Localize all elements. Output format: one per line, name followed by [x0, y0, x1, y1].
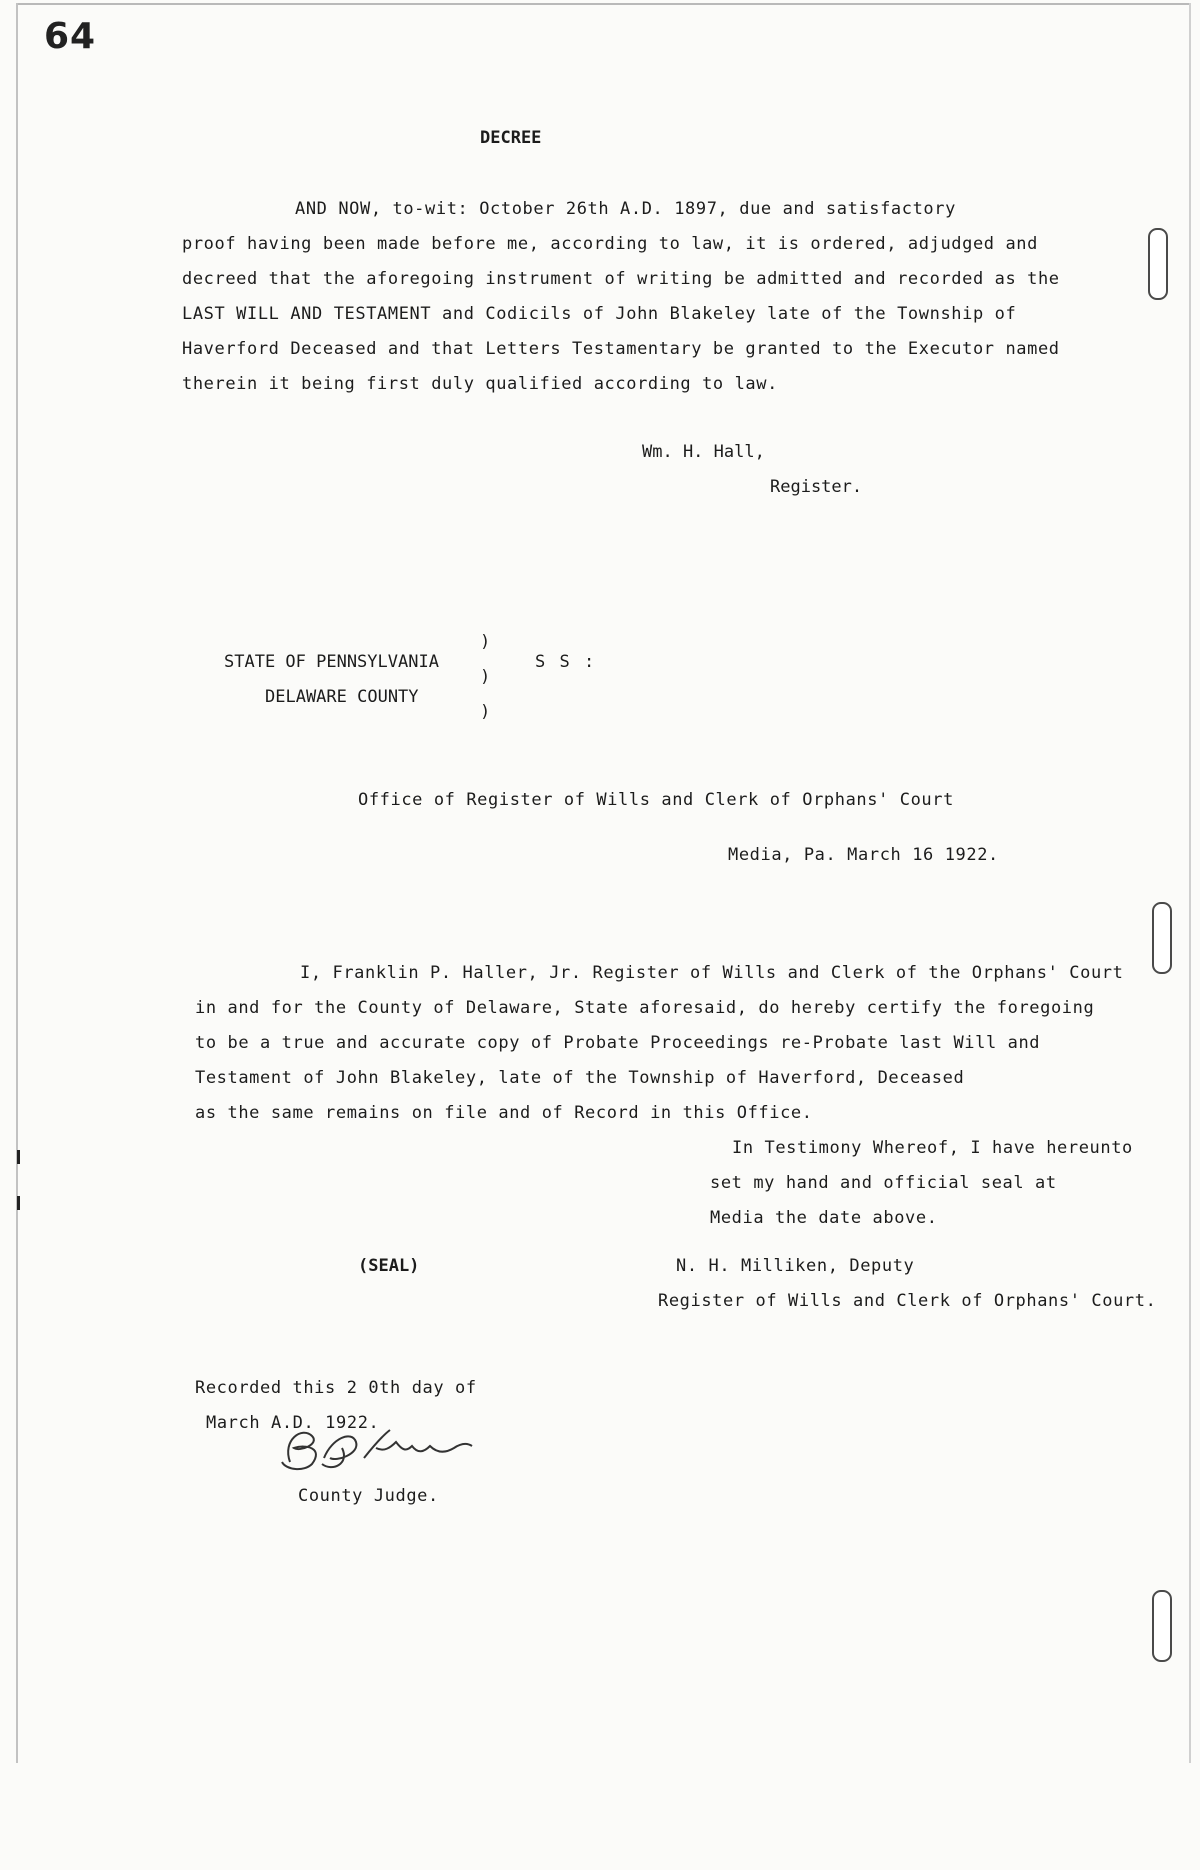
certificate-line-3: to be a true and accurate copy of Probate Proceedings re-Probate last Will and: [195, 1033, 1041, 1053]
seal-label: (SEAL): [358, 1256, 420, 1276]
binder-ring-icon: [1152, 1590, 1172, 1662]
certificate-line-5: as the same remains on file and of Record in this Office.: [195, 1103, 813, 1123]
judge-title: County Judge.: [298, 1486, 439, 1506]
decree-line-2: proof having been made before me, according to law, it is ordered, adjudged and: [182, 234, 1038, 254]
venue-bracket: ): [480, 667, 491, 687]
certificate-line-1: I, Franklin P. Haller, Jr. Register of Wills and Clerk of the Orphans' Court: [300, 963, 1124, 983]
decree-line-1: AND NOW, to-wit: October 26th A.D. 1897, due and satisfactory: [295, 199, 956, 219]
margin-mark: [17, 1150, 20, 1164]
deputy-title: Register of Wills and Clerk of Orphans' Court.: [658, 1291, 1157, 1311]
decree-signer-title: Register.: [770, 477, 863, 497]
recorded-line-1: Recorded this 2 0th day of: [195, 1378, 477, 1398]
venue-bracket: ): [480, 702, 491, 722]
page-number: 64: [44, 16, 97, 57]
venue-ss: S S :: [535, 652, 597, 672]
decree-signer-name: Wm. H. Hall,: [642, 442, 765, 462]
venue-county: DELAWARE COUNTY: [265, 687, 419, 707]
certificate-line-4: Testament of John Blakeley, late of the Township of Haverford, Deceased: [195, 1068, 965, 1088]
recorded-line-2: March A.D. 1922.: [206, 1413, 380, 1433]
binder-ring-icon: [1152, 902, 1172, 974]
certificate-line-2: in and for the County of Delaware, State aforesaid, do hereby certify the foregoing: [195, 998, 1095, 1018]
page-edge-top: [16, 3, 1191, 5]
certificate-office: Office of Register of Wills and Clerk of Orphans' Court: [358, 790, 954, 810]
testimony-line-3: Media the date above.: [710, 1208, 938, 1228]
margin-mark: [17, 1196, 20, 1210]
testimony-line-1: In Testimony Whereof, I have hereunto: [732, 1138, 1133, 1158]
decree-line-4: LAST WILL AND TESTAMENT and Codicils of John Blakeley late of the Township of: [182, 304, 1017, 324]
venue-bracket: ): [480, 632, 491, 652]
decree-heading: DECREE: [480, 128, 542, 148]
certificate-place-date: Media, Pa. March 16 1922.: [728, 845, 999, 865]
decree-line-5: Haverford Deceased and that Letters Testamentary be granted to the Executor named: [182, 339, 1060, 359]
decree-line-3: decreed that the aforegoing instrument of writing be admitted and recorded as the: [182, 269, 1060, 289]
venue-state: STATE OF PENNSYLVANIA: [224, 652, 439, 672]
deputy-name: N. H. Milliken, Deputy: [676, 1256, 915, 1276]
binder-ring-icon: [1148, 228, 1168, 300]
page-edge-right: [1189, 3, 1191, 1763]
page-edge-left: [16, 3, 18, 1763]
decree-line-6: therein it being first duly qualified according to law.: [182, 374, 778, 394]
testimony-line-2: set my hand and official seal at: [710, 1173, 1057, 1193]
judge-signature: [272, 1418, 477, 1478]
